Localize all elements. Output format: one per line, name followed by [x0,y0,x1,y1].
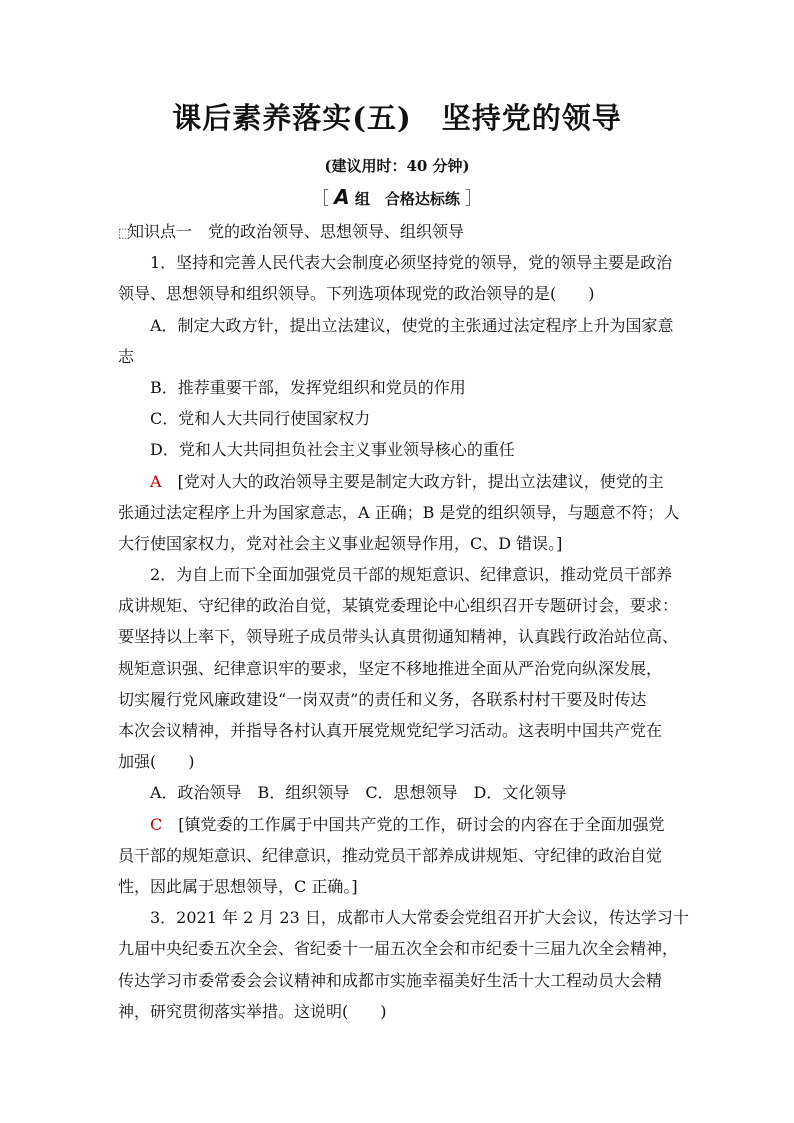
line-text: 规矩意识强、纪律意识牢的要求，坚定不移地推进全面从严治党向纵深发展， [118,658,663,678]
text-line [118,528,678,559]
line-text: 要坚持以上率下，领导班子成员带头认真贯彻通知精神，认真践行政治站位高、 [118,627,679,647]
text-line [118,684,678,715]
text-line [118,403,678,434]
line-text: C．党和人大共同行使国家权力 [150,409,371,429]
group-letter: A [334,185,350,209]
text-line [118,840,678,871]
line-text: 性，因此属于思想领导，C 正确。] [118,876,358,896]
line-text: 成讲规矩、守纪律的政治自觉，某镇党委理论中心组织召开专题研讨会，要求： [118,596,679,616]
line-text: A．政治领导 B．组织领导 C．思想领导 D．文化领导 [150,783,567,803]
text-line [118,996,678,1027]
line-text: 切实履行党风廉政建设“一岗双责”的责任和义务，各联系村村干要及时传达 [118,689,647,709]
line-text: 1．坚持和完善人民代表大会制度必须坚持党的领导，党的领导主要是政治 [150,253,673,273]
text-line [118,653,678,684]
text-line [118,933,678,964]
question-content [118,216,689,1027]
text-line [118,372,678,403]
text-line [118,497,678,528]
text-line [118,310,678,341]
line-text: 本次会议精神，并指导各村认真开展党规党纪学习活动。这表明中国共产党在 [118,721,663,740]
line-text: [党对人大的政治领导主要是制定大政方针，提出立法建议，使党的主 [161,471,664,491]
line-text: 九届中央纪委五次全会、省纪委十一届五次全会和市纪委十三届九次全会精神， [118,939,679,959]
line-text: A．制定大政方针，提出立法建议，使党的主张通过法定程序上升为国家意 [150,315,674,335]
answer-letter: C [150,814,163,834]
line-text: 员干部的规矩意识、纪律意识，推动党员干部养成讲规矩、守纪律的政治自觉 [118,845,663,865]
text-line [118,278,678,309]
knowledge-point-icon: ⬚ [118,226,131,241]
line-text: 领导、思想领导和组织领导。下列选项体现党的政治领导的是( ) [118,284,595,304]
line-text: 3．2021 年 2 月 23 日，成都市人大常委会党组召开扩大会议，传达学习十 [150,908,689,928]
text-line [118,559,678,590]
line-text: 传达学习市委常委会会议精神和成都市实施幸福美好生活十大工程动员大会精 [118,970,663,990]
page-title: 课后素养落实(五) 坚持党的领导 [172,101,622,135]
line-text: B．推荐重要干部，发挥党组织和党员的作用 [150,377,466,397]
line-text: 志 [118,346,135,366]
line-text: 神，研究贯彻落实举措。这说明( ) [118,1001,387,1021]
line-text: 加强( ) [118,752,195,772]
text-line [118,715,678,746]
text-line [118,777,678,808]
text-line [118,434,678,465]
line-text: 张通过法定程序上升为国家意志，A 正确；B 是党的组织领导，与题意不符；人 [118,502,680,522]
bracket-close: ］ [465,189,483,209]
text-line [118,902,689,933]
bracket-open: ［ [311,189,329,209]
text-line [118,746,678,777]
knowledge-point-heading [118,216,678,247]
group-heading [0,184,794,209]
line-text: D．党和人大共同担负社会主义事业领导核心的重任 [150,440,515,460]
text-line [118,341,678,372]
text-line [118,871,678,902]
line-text: 大行使国家权力，党对社会主义事业起领导作用，C、D 错误。] [118,533,563,553]
text-line [118,965,678,996]
answer-letter: A [150,471,162,491]
answer-line [118,809,678,840]
text-line [118,590,678,621]
knowledge-point-text: 知识点一 党的政治领导、思想领导、组织领导 [128,222,465,241]
answer-line [118,466,678,497]
line-text: [镇党委的工作属于中国共产党的工作，研讨会的内容在于全面加强党 [162,814,665,834]
text-line [118,247,678,278]
line-text: 2．为自上而下全面加强党员干部的规矩意识、纪律意识，推动党员干部养 [150,565,673,585]
suggested-time: (建议用时：40 分钟) [324,157,470,175]
text-line [118,621,678,652]
group-label: 组 合格达标练 [354,190,460,208]
